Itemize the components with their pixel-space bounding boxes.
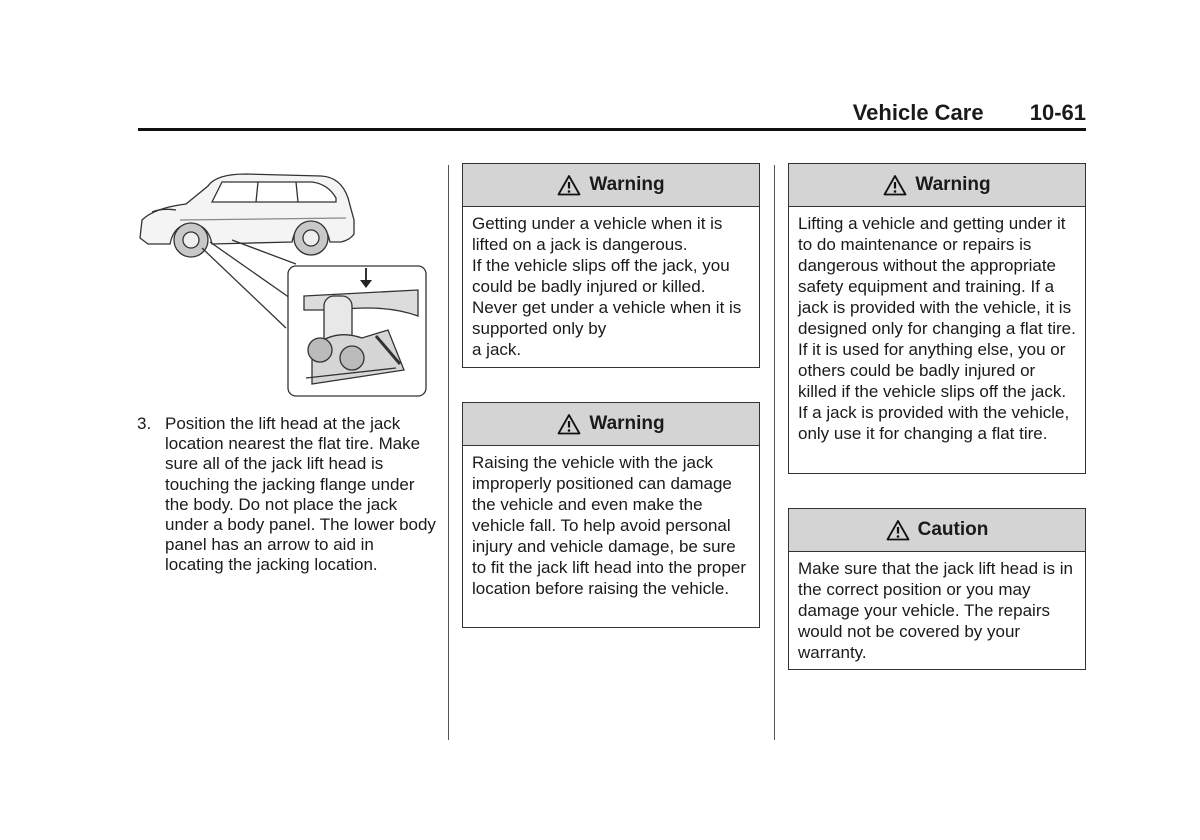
car-jack-illustration-svg <box>136 168 432 402</box>
warning-box-header <box>789 164 1085 207</box>
warning-triangle-icon <box>557 413 581 435</box>
warning-triangle-icon <box>883 174 907 196</box>
caution-box-title: Caution <box>917 519 989 540</box>
warning-triangle-icon <box>886 519 910 541</box>
caution-box <box>788 508 1086 670</box>
warning-box-text: Lifting a vehicle and getting under it to do maintenance or repairs is dangerous without the appropriate safety equipment and training. If a jack is provided with the vehicle, it is designed only for changing a flat tire. If it is used for anything else, you or others could be badly injured or killed if the vehicle slips off the jack. If a jack is provided with the vehicle, only use it for changing a flat tire. <box>798 214 1076 443</box>
warning-box-text: Raising the vehicle with the jack improperly positioned can damage the vehicle and even make the vehicle fall. To help avoid personal injury and vehicle damage, be sure to fit the jack lift head into the proper location before raising the vehicle. <box>472 453 747 598</box>
column-divider <box>774 165 775 740</box>
warning-box <box>462 163 760 368</box>
warning-box-header <box>463 403 759 446</box>
header-rule <box>138 128 1086 131</box>
warning-box-text: Getting under a vehicle when it is lifted on a jack is dangerous. If the vehicle slips off the jack, you could be badly injured or killed. Never get under a vehicle when it is supported only by a jack. <box>472 214 742 359</box>
warning-box-header <box>463 164 759 207</box>
section-title: Vehicle Care <box>852 100 984 125</box>
caution-box-header <box>789 509 1085 552</box>
column-divider <box>448 165 449 740</box>
warning-box-title: Warning <box>589 413 665 434</box>
car-jack-illustration <box>136 168 432 402</box>
page-header <box>853 100 1086 126</box>
caution-box-text: Make sure that the jack lift head is in the correct position or you may damage your vehicle. The repairs would not be covered by your warranty. <box>798 559 1073 662</box>
step-number: 3. <box>137 414 152 433</box>
step-text: Position the lift head at the jack location nearest the flat tire. Make sure all of the jack lift head is touching the jacking flange under the body. Do not place the jack under a body panel. The lower body panel has an arrow to aid in locating the jacking location. <box>165 414 436 575</box>
warning-box-title: Warning <box>589 174 665 195</box>
warning-box <box>462 402 760 628</box>
warning-box <box>788 163 1086 474</box>
page-number: 10-61 <box>1029 100 1086 125</box>
warning-box-title: Warning <box>915 174 991 195</box>
instruction-step <box>137 414 437 576</box>
warning-triangle-icon <box>557 174 581 196</box>
